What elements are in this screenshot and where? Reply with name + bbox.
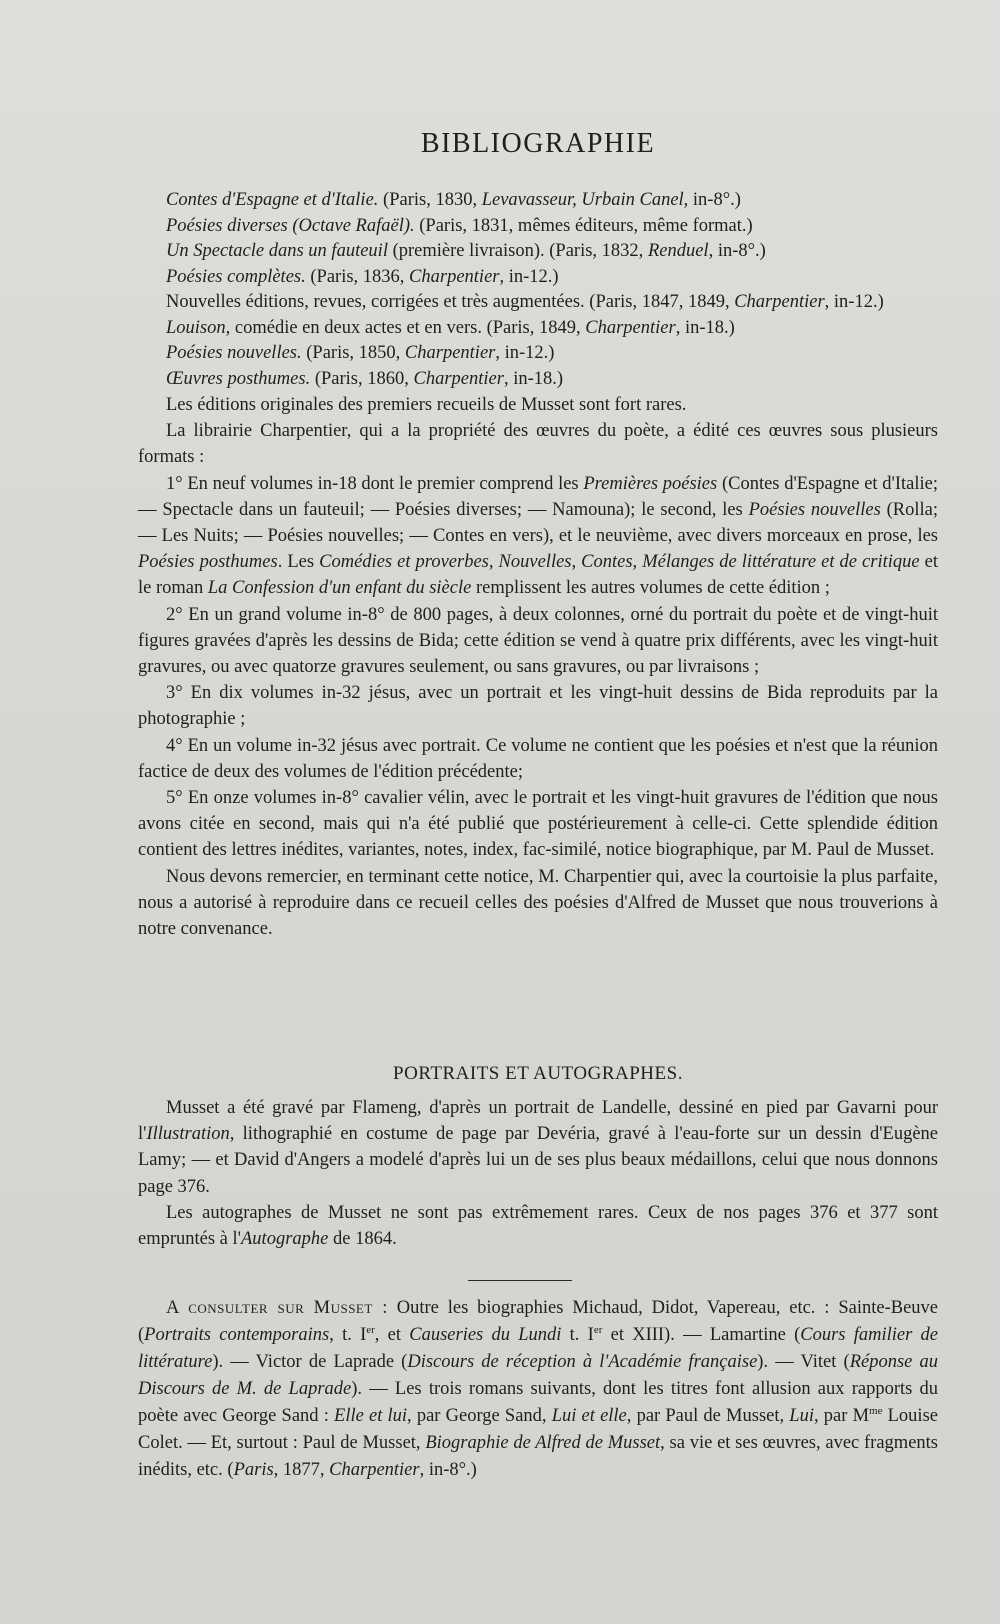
entry-details: Nouvelles éditions, revues, corrigées et très augmentées. (Paris, 1847, 1849, bbox=[166, 292, 735, 312]
italic-run: Illustration bbox=[146, 1124, 230, 1145]
bibliography-list bbox=[138, 188, 938, 942]
body-paragraph: 5° En onze volumes in-8° cavalier vélin, avec le portrait et les vingt-huit gravures de l'édition que nous avons citée en second, mais qui n'a été publié que postérieurement à celle-ci. Cette splendide édition contient des lettres inédites, variantes, notes, index, fac-similé, notice biographique, par M. Paul de Musset. bbox=[138, 788, 938, 861]
entry-publisher: Charpentier bbox=[413, 368, 504, 389]
entry-details: (Paris, 1850, bbox=[301, 343, 405, 363]
superscript: er bbox=[593, 1323, 603, 1336]
entry-details: comédie en deux actes et en vers. (Paris, 1849, bbox=[230, 317, 586, 338]
text-run: Outre les biographies Michaud, Didot, Vapereau, etc. : Sainte-Beuve ( bbox=[138, 1298, 938, 1345]
body-paragraph bbox=[138, 471, 938, 602]
text-run: , et bbox=[374, 1325, 410, 1345]
text-run: , in-8°.) bbox=[419, 1460, 477, 1480]
consult-lead: A consulter sur Musset : bbox=[166, 1298, 388, 1318]
entry-details: (Paris, 1830, bbox=[378, 190, 482, 210]
italic-run: Cours familier de littérature bbox=[138, 1325, 938, 1372]
entry-format: , in-8°.) bbox=[683, 190, 741, 210]
text-run: remplissent les autres volumes de cette édition ; bbox=[471, 578, 830, 599]
entry-details: (Paris, 1836, bbox=[305, 266, 410, 287]
body-paragraph bbox=[138, 1095, 938, 1200]
text-run: , par George Sand, bbox=[407, 1406, 552, 1426]
text-run: , par Paul de Musset, bbox=[626, 1406, 790, 1426]
portraits-section bbox=[138, 1095, 938, 1252]
entry-publisher: Charpentier bbox=[585, 317, 676, 338]
text-run: , lithographié en costume de page par Devéria, gravé à l'eau-forte sur un dessin d'Eugène Lamy; — et David d'Angers a modelé d'après lui un de ses plus beaux médaillons, celui que nous donnons page 376. bbox=[138, 1124, 938, 1197]
entry-details: (première livraison). (Paris, 1832, bbox=[387, 241, 648, 261]
entry-title: Poésies nouvelles. bbox=[166, 343, 302, 363]
text-run: Les autographes de Musset ne sont pas extrêmement rares. Ceux de nos pages 376 et 377 sont empruntés à l' bbox=[138, 1202, 938, 1250]
entry-publisher: Renduel bbox=[647, 241, 709, 261]
italic-run: Poésies nouvelles bbox=[748, 499, 881, 520]
text-run: ). — Les trois romans suivants, dont les titres font allusion aux rapports du poète avec George Sand : bbox=[138, 1379, 939, 1426]
entry-format: , in-12.) bbox=[495, 343, 555, 363]
text-run: et le roman bbox=[138, 552, 938, 599]
entry-format: , in-18.) bbox=[675, 317, 735, 338]
bibliography-entry bbox=[138, 341, 938, 367]
italic-run: Elle et lui bbox=[334, 1406, 408, 1426]
italic-run: Charpentier bbox=[329, 1460, 420, 1480]
italic-run: Premières poésies bbox=[583, 473, 718, 494]
text-run: ). — Vitet ( bbox=[757, 1352, 850, 1372]
entry-publisher: Charpentier bbox=[404, 343, 496, 363]
entry-title: Louison, bbox=[166, 317, 231, 338]
bibliography-entry bbox=[138, 367, 938, 393]
italic-run: Poésies posthumes bbox=[138, 552, 278, 573]
text-run: t. I bbox=[561, 1325, 594, 1345]
italic-run: Lui et elle bbox=[551, 1406, 627, 1426]
italic-run: Portraits contemporains bbox=[144, 1325, 330, 1345]
body-paragraph: 3° En dix volumes in-32 jésus, avec un portrait et les vingt-huit dessins de Bida reproduits par la photographie ; bbox=[138, 683, 938, 730]
entry-format: , in-8°.) bbox=[708, 241, 766, 261]
body-paragraph: Nous devons remercier, en terminant cette notice, M. Charpentier qui, avec la courtoisie la plus parfaite, nous a autorisé à reproduire dans ce recueil celles des poésies d'Alfred de Musset que nous trouverions à notre convenance. bbox=[138, 866, 938, 940]
entry-format: , in-18.) bbox=[503, 368, 564, 389]
italic-run: Discours de réception à l'Académie française bbox=[407, 1352, 758, 1372]
body-paragraph bbox=[138, 1295, 938, 1484]
bibliography-entry bbox=[138, 188, 938, 214]
entry-details: (Paris, 1860, bbox=[310, 368, 414, 389]
entry-format: , in-12.) bbox=[824, 292, 884, 312]
text-run: Louise Colet. — Et, surtout : Paul de Musset, bbox=[138, 1406, 938, 1453]
italic-run: Comédies et proverbes, Nouvelles, Contes, Mélanges de littérature et de critique bbox=[319, 552, 920, 573]
entry-details: (Paris, 1831, mêmes éditeurs, même format.) bbox=[414, 215, 753, 236]
body-paragraph: Les éditions originales des premiers recueils de Musset sont fort rares. bbox=[166, 395, 687, 415]
text-run: . Les bbox=[277, 552, 320, 573]
text-run: 1° En neuf volumes in-18 dont le premier comprend les bbox=[166, 473, 584, 494]
text-run: , 1877, bbox=[273, 1460, 330, 1480]
italic-run: Paris bbox=[233, 1460, 274, 1480]
entry-publisher: Charpentier bbox=[734, 292, 825, 312]
section-divider bbox=[468, 1280, 572, 1281]
text-run: Musset a été gravé par Flameng, d'après un portrait de Landelle, dessiné en pied par Gavarni pour l' bbox=[138, 1098, 938, 1145]
italic-run: Réponse au Discours de M. de Laprade bbox=[138, 1352, 938, 1399]
italic-run: Autographe bbox=[241, 1229, 329, 1250]
italic-run: Lui bbox=[789, 1406, 814, 1426]
consult-section bbox=[138, 1295, 938, 1484]
entry-title: Contes d'Espagne et d'Italie. bbox=[166, 190, 379, 210]
body-paragraph: La librairie Charpentier, qui a la propriété des œuvres du poète, a édité ces œuvres sous plusieurs formats : bbox=[138, 421, 938, 468]
body-paragraph: 2° En un grand volume in-8° de 800 pages, à deux colonnes, orné du portrait du poète et de vingt-huit figures gravées d'après les dessins de Bida; cette édition se vend à quatre prix différents, avec les vingt-huit gravures, ou avec quatorze gravures seulement, ou sans gravures, ou par livraisons ; bbox=[138, 604, 938, 678]
page-title: BIBLIOGRAPHIE bbox=[420, 128, 656, 159]
bibliography-entry bbox=[138, 265, 938, 291]
entry-publisher: Levavasseur, Urbain Canel bbox=[481, 190, 684, 210]
italic-run: La Confession d'un enfant du siècle bbox=[207, 578, 472, 599]
entry-title: Poésies complètes. bbox=[166, 266, 306, 287]
bibliography-entry bbox=[138, 214, 938, 240]
text-run: de 1864. bbox=[328, 1229, 397, 1250]
bibliography-entry bbox=[138, 290, 938, 316]
bibliography-entry bbox=[138, 239, 938, 265]
entry-title: Œuvres posthumes. bbox=[166, 368, 311, 389]
entry-title: Un Spectacle dans un fauteuil bbox=[166, 241, 388, 261]
text-run: et XIII). — Lamartine ( bbox=[602, 1325, 801, 1345]
section-title: PORTRAITS ET AUTOGRAPHES. bbox=[393, 1063, 683, 1084]
entry-format: , in-12.) bbox=[499, 266, 559, 287]
body-paragraph bbox=[138, 1200, 938, 1252]
entry-publisher: Charpentier bbox=[409, 266, 500, 287]
entry-title: Poésies diverses (Octave Rafaël). bbox=[166, 215, 415, 236]
italic-run: Causeries du Lundi bbox=[409, 1325, 562, 1345]
text-run: , par M bbox=[813, 1406, 870, 1426]
italic-run: Biographie de Alfred de Musset bbox=[425, 1433, 661, 1453]
bibliography-entry bbox=[138, 316, 938, 342]
superscript: me bbox=[869, 1404, 883, 1417]
body-paragraph: 4° En un volume in-32 jésus avec portrait. Ce volume ne contient que les poésies et n'est que la réunion factice de deux des volumes de l'édition précédente; bbox=[138, 735, 938, 782]
text-run: (Contes d'Espagne et d'Italie; — Spectacle dans un fauteuil; — Poésies diverses; — Namouna); le second, les bbox=[138, 473, 939, 520]
text-run: (Rolla; — Les Nuits; — Poésies nouvelles; — Contes en vers), et le neuvième, avec divers morceaux en prose, les bbox=[138, 499, 938, 547]
superscript: er bbox=[366, 1323, 375, 1336]
text-run: , t. I bbox=[329, 1325, 367, 1345]
text-run: , sa vie et ses œuvres, avec fragments inédits, etc. ( bbox=[138, 1433, 938, 1480]
text-run: ). — Victor de Laprade ( bbox=[212, 1352, 408, 1372]
